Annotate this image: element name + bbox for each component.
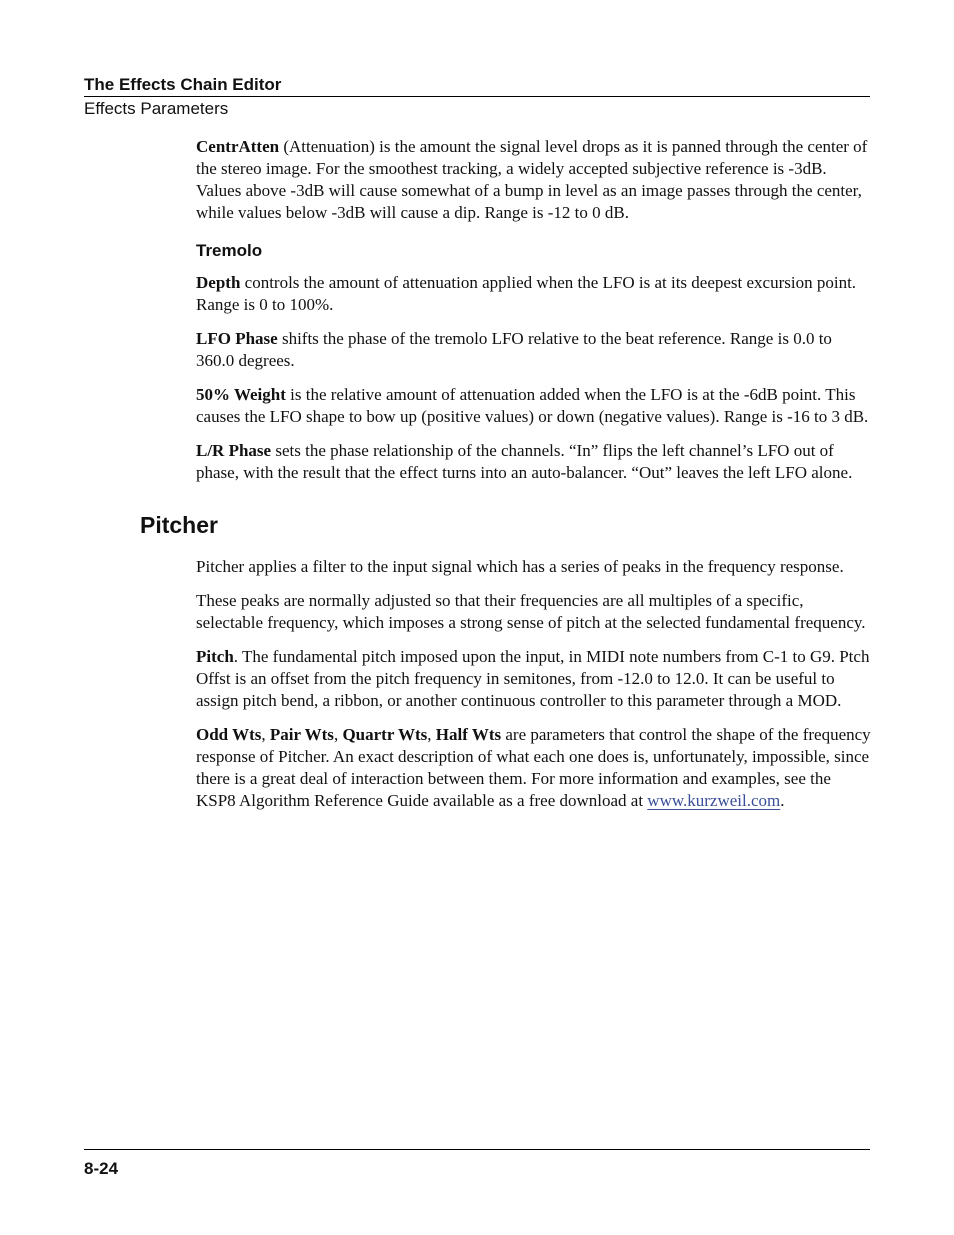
kurzweil-link[interactable]: www.kurzweil.com [647,791,781,810]
period: . [780,791,785,810]
section-title: Effects Parameters [84,99,229,118]
separator: , [261,725,270,744]
chapter-title: The Effects Chain Editor [84,74,870,97]
lfo-phase-text: shifts the phase of the tremolo LFO relative to the beat reference. Range is 0.0 to 360.0 degrees. [196,329,832,370]
lr-phase-text: sets the phase relationship of the channels. “In” flips the left channel’s LFO out of phase, with the result that the effect turns into an auto-balancer. “Out” leaves the left LFO alone. [196,441,853,482]
pair-wts-term: Pair Wts [269,725,334,744]
centratten-paragraph [196,136,872,224]
pitcher-peaks-paragraph: These peaks are normally adjusted so that their frequencies are all multiples of a specific, selectable frequency, which imposes a strong sense of pitch at the selected fundamental frequency. [196,591,866,632]
lr-phase-term: L/R Phase [196,441,272,460]
separator: , [427,725,436,744]
lfo-phase-paragraph [196,328,872,372]
weight-term: 50% Weight [196,385,286,404]
footer-rule [84,1149,870,1150]
weight-text: is the relative amount of attenuation added when the LFO is at the -6dB point. This causes the LFO shape to bow up (positive values) or down (negative values). Range is -16 to 3 dB. [196,385,869,426]
tremolo-heading: Tremolo [196,241,263,260]
depth-text: controls the amount of attenuation applied when the LFO is at its deepest excursion point. Range is 0 to 100%. [196,273,857,314]
depth-paragraph [196,272,872,316]
page-number: 8-24 [84,1159,119,1178]
separator: , [333,725,343,744]
weight-paragraph [196,384,872,428]
pitcher-heading: Pitcher [140,512,218,538]
half-wts-term: Half Wts [435,725,502,744]
weights-text: are parameters that control the shape of the frequency response of Pitcher. An exact description of what each one does is, unfortunately, impossible, since there is a great deal of interaction between them. For more information and examples, see the KSP8 Algorithm Reference Guide available as a free download at [196,725,871,810]
pitch-paragraph [196,646,872,712]
centratten-term: CentrAtten [196,137,280,156]
page-body [140,136,872,824]
lr-phase-paragraph [196,440,872,484]
quartr-wts-term: Quartr Wts [342,725,428,744]
centratten-text: (Attenuation) is the amount the signal level drops as it is panned through the center of the stereo image. For the smoothest tracking, a widely accepted subjective reference is -3dB. Values above -3dB will cause somewhat of a bump in level as an image passes through the center, while values below -3dB will cause a dip. Range is -12 to 0 dB. [196,137,868,222]
pitch-text: . The fundamental pitch imposed upon the input, in MIDI note numbers from C-1 to G9. Ptch Offst is an offset from the pitch frequency in semitones, from -12.0 to 12.0. It can be useful to assign pitch bend, a ribbon, or another continuous controller to this parameter through a MOD. [196,647,870,710]
pitcher-intro-paragraph: Pitcher applies a filter to the input signal which has a series of peaks in the frequency response. [196,557,844,576]
lfo-phase-term: LFO Phase [196,329,278,348]
running-header [84,74,870,121]
pitch-term: Pitch [196,647,234,666]
depth-term: Depth [196,273,241,292]
weights-paragraph [196,724,872,812]
odd-wts-term: Odd Wts [196,725,262,744]
